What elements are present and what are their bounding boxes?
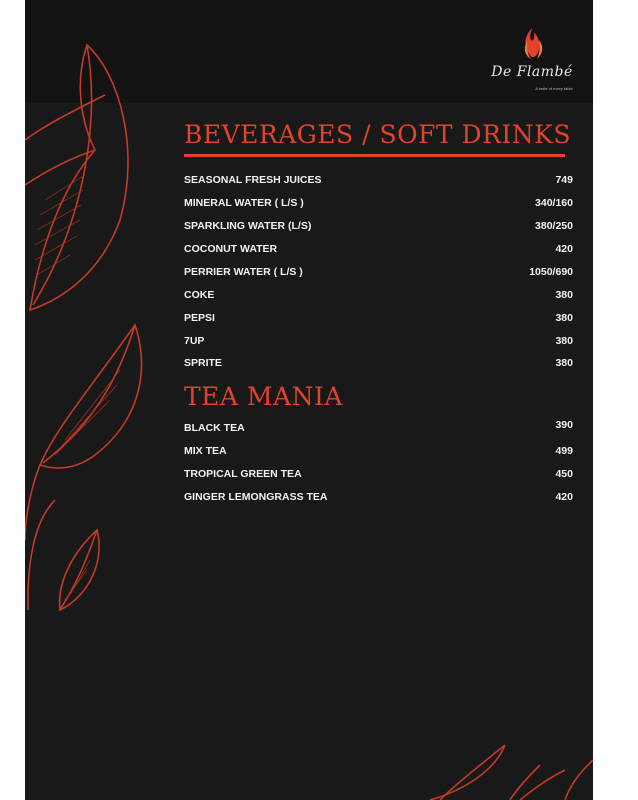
item-name: SPARKLING WATER (L/S) [184,220,312,232]
item-name: 7UP [184,335,205,347]
item-name: COKE [184,289,215,301]
item-price: 380/250 [535,220,573,232]
menu-item [184,357,573,371]
item-price: 380 [555,357,573,369]
logo-name: De Flambé [491,64,573,80]
item-name: PERRIER WATER ( L/S ) [184,266,303,278]
menu-page [25,0,593,800]
item-name: COCONUT WATER [184,243,278,255]
menu-item [184,445,573,459]
item-name: PEPSI [184,312,215,324]
item-name: GINGER LEMONGRASS TEA [184,491,328,503]
menu-item [184,335,573,349]
menu-item [184,491,573,505]
menu-item [184,312,573,326]
item-price: 380 [555,289,573,301]
item-name: MINERAL WATER ( L/S ) [184,197,304,209]
menu-item [184,468,573,482]
menu-item [184,220,573,234]
item-price: 420 [555,243,573,255]
item-price: 380 [555,335,573,347]
section-title-tea: TEA MANIA [184,382,343,411]
item-price: 499 [555,445,573,457]
section-title-beverages: BEVERAGES / SOFT DRINKS [184,120,571,149]
item-name: MIX TEA [184,445,227,457]
item-price: 1050/690 [529,266,573,278]
item-price: 380 [555,312,573,324]
menu-item [184,266,573,280]
logo-tagline: A taste of every table [535,86,573,91]
item-name: SEASONAL FRESH JUICES [184,174,322,186]
item-name: SPRITE [184,357,222,369]
flame-icon [487,24,577,64]
item-name: BLACK TEA [184,422,245,434]
item-price: 390 [555,419,573,431]
item-price: 450 [555,468,573,480]
menu-item [184,289,573,303]
title-underline [184,154,565,157]
item-price: 340/160 [535,197,573,209]
item-name: TROPICAL GREEN TEA [184,468,302,480]
item-price: 420 [555,491,573,503]
logo [487,24,577,96]
item-price: 749 [555,174,573,186]
menu-item [184,174,573,188]
menu-item [184,197,573,211]
menu-item [184,419,573,436]
menu-item [184,243,573,257]
